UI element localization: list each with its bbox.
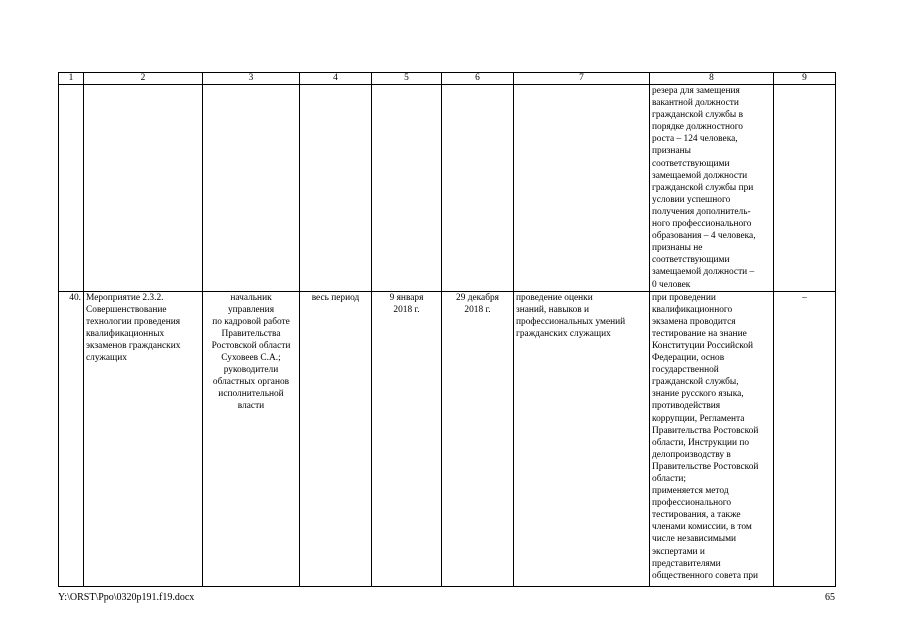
header-cell-3: 3: [203, 73, 300, 85]
cell-responsible: начальник управления по кадровой работе Правительства Ростовской области Суховеев С.А.; руководители областных органов исполнительной власти: [203, 291, 300, 586]
table-row-continued: [59, 85, 836, 292]
header-cell-4: 4: [300, 73, 372, 85]
cell-empty: [774, 85, 836, 292]
header-cell-2: 2: [84, 73, 203, 85]
header-cell-7: 7: [514, 73, 650, 85]
cell-empty: [514, 85, 650, 292]
cell-empty: [203, 85, 300, 292]
cell-col9: –: [774, 291, 836, 586]
report-table: [58, 72, 836, 587]
header-cell-5: 5: [372, 73, 442, 85]
cell-start-date: 9 января 2018 г.: [372, 291, 442, 586]
cell-row-number: 40.: [59, 291, 84, 586]
cell-empty: [442, 85, 514, 292]
cell-end-date: 29 декабря 2018 г.: [442, 291, 514, 586]
cell-empty: [59, 85, 84, 292]
cell-achieved-continued: резера для замещения вакантной должности гражданской службы в порядке должностного роста – 124 человека, признаны соответствующими замещаемой должности гражданской службы при условии успешного получения дополнитель- ного профессионального образования – 4 человека, признаны не соответствующими замещаемой должности – 0 человек: [650, 85, 774, 292]
table-row-40: [59, 291, 836, 586]
cell-empty: [300, 85, 372, 292]
cell-empty: [84, 85, 203, 292]
header-cell-8: 8: [650, 73, 774, 85]
header-cell-1: 1: [59, 73, 84, 85]
cell-achieved-result: при проведении квалификационного экзамена проводится тестирование на знание Конституции Российской Федерации, основ государственной гражданской службы, знание русского языка, противодействия коррупции, Регламента Правительства Ростовской области, Инструкции по делопроизводству в Правительстве Ростовской области; применяется метод профессионального тестирования, а также членами комиссии, в том числе независимыми экспертами и представителями общественного совета при: [650, 291, 774, 586]
cell-empty: [372, 85, 442, 292]
footer-page-number: 65: [825, 592, 835, 603]
cell-event: Мероприятие 2.3.2. Совершенствование технологии проведения квалификационных экзаменов гражданских служащих: [84, 291, 203, 586]
header-cell-9: 9: [774, 73, 836, 85]
header-row: [59, 73, 836, 85]
cell-period: весь период: [300, 291, 372, 586]
cell-expected-result: проведение оценки знаний, навыков и профессиональных умений гражданских служащих: [514, 291, 650, 586]
header-cell-6: 6: [442, 73, 514, 85]
footer-file-path: Y:\ORST\Ppo\0320p191.f19.docx: [58, 592, 195, 603]
